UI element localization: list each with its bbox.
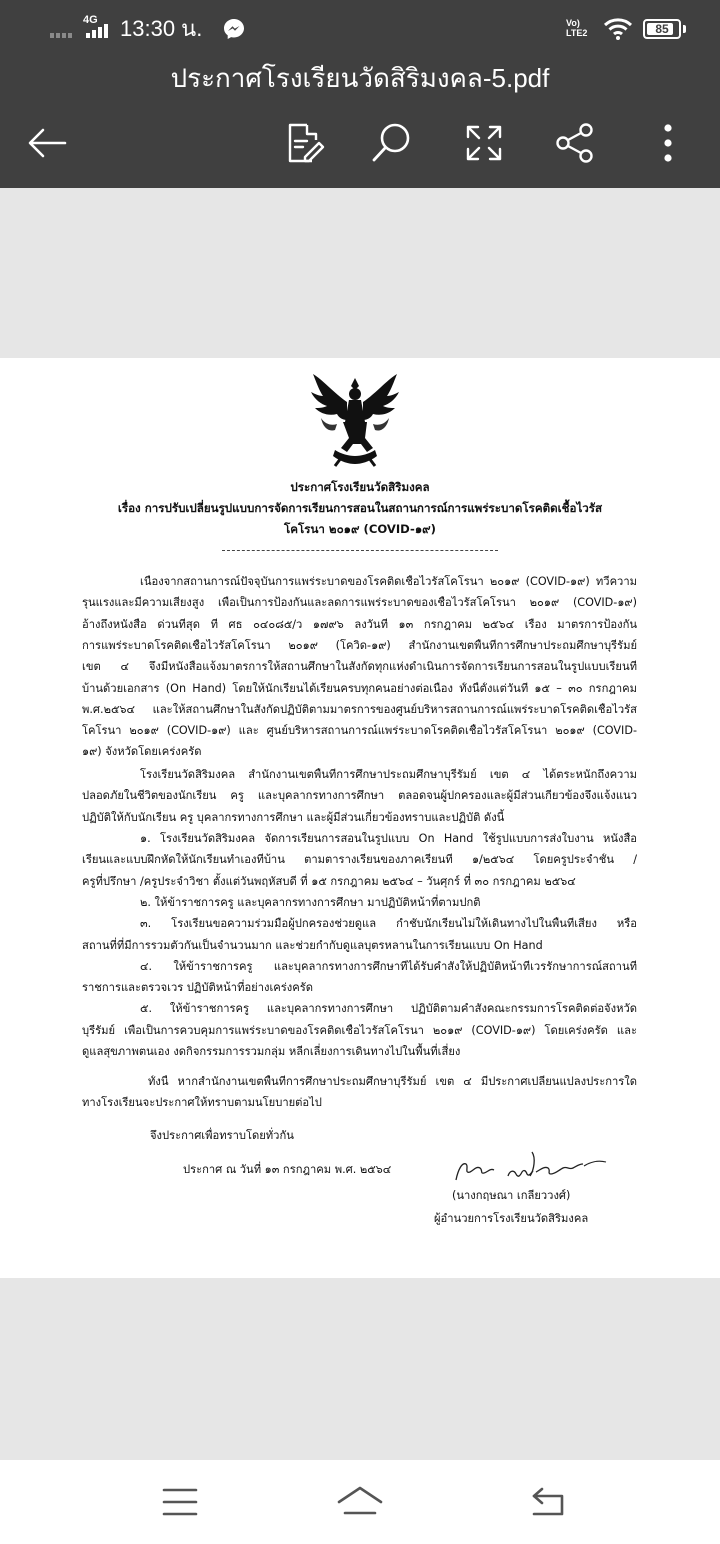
more-vert-icon [646,121,690,165]
announcement-subject: เรื่อง การปรับเปลี่ยนรูปแบบการจัดการเรียนการสอนในสถานการณ์การแพร่ระบาดโรคติดเชื้อไวรัส [117,501,603,515]
edit-document-button[interactable] [278,118,328,168]
volte-icon: Vo) LTE2 [566,18,588,38]
status-bar [0,0,720,58]
menu-icon [162,1487,198,1517]
back-arrow-icon [25,121,69,165]
paragraph-line: ปฏิบัติให้กับนักเรียน ครู บุคลากรทางการศึกษา และผู้มีส่วนเกี่ยวข้องทราบและปฏิบัติ ดังนี้ [82,810,505,824]
list-item-line: ๒. ให้ข้าราชการครู และบุคลากรทางการศึกษา มาปฏิบัติหน้าที่ตามปกติ [140,895,481,909]
system-back-button[interactable] [518,1482,578,1522]
list-item-line: ๕. ให้ข้าราชการครู และบุคลากรทางการศึกษา ปฏิบัติตามคำสั่งคณะกรรมการโรคติดต่อจังหวัด [140,1002,637,1016]
list-item-line: ๓. โรงเรียนขอความร่วมมือผู้ปกครองช่วยดูแล กำชับนักเรียนไม่ให้เดินทางไปในพื้นที่เสี่ยง หรือ [140,917,637,931]
battery-percent: 85 [655,22,669,36]
paragraph-line: ทางโรงเรียนจะประกาศให้ทราบตามนโยบายต่อไป [82,1096,322,1110]
paragraph-line: การแพร่ระบาดโรคติดเชื้อไวรัสโคโรนา ๒๐๑๙ (โควิด-๑๙) สำนักงานเขตพื้นที่การศึกษาประถมศึกษาบุรีรัมย์ [82,638,637,652]
paragraph-line: โรงเรียนวัดสิริมงคล สำนักงานเขตพื้นที่การศึกษาประถมศึกษาบุรีรัมย์ เขต ๔ ได้ตระหนักถึงความ [140,768,637,781]
list-item-line: ราชการและตรวจเวร ปฏิบัติหน้าที่อย่างเคร่งครัด [82,981,314,995]
back-icon [528,1485,568,1519]
home-button[interactable] [330,1482,390,1522]
signer-name: (นางกฤษณา เกลียววงศ์) [452,1189,571,1202]
list-item-line: ๑. โรงเรียนวัดสิริมงคล จัดการเรียนการสอนในรูปแบบ On Hand ใช้รูปแบบการส่งใบงาน หนังสือ [140,832,637,845]
list-item-line: สถานที่ที่มีการรวมตัวกันเป็นจำนวนมาก และช่วยกำกับดูแลบุตรหลานในการเรียนแบบ On Hand [82,938,543,952]
paragraph-line: ปลอดภัยในชีวิตของนักเรียน ครู และบุคลากรทางการศึกษา ตลอดจนผู้ปกครองและผู้มีส่วนเกี่ยวข้องจึงแจ้งแนว [82,789,637,803]
document-title: ประกาศโรงเรียนวัดสิริมงคล-5.pdf [170,63,550,93]
closing-line: จึงประกาศเพื่อทราบโดยทั่วกัน [150,1129,294,1142]
garuda-emblem [305,372,405,468]
network-type: 4G [83,14,98,26]
home-icon [335,1485,385,1519]
system-nav-bar [0,1460,720,1544]
list-item-line: ครูที่ปรึกษา /ครูประจำวิชา ตั้งแต่วันพฤหัสบดี ที่ ๑๕ กรกฎาคม ๒๕๖๔ – วันศุกร์ ที่ ๓๐ กรกฎาคม ๒๕๖๔ [82,874,576,888]
divider [222,550,498,551]
paragraph-line: พ.ศ.๒๕๖๔ และให้สถานศึกษาในสังกัดปฏิบัติตามมาตรการของศูนย์บริหารสถานการณ์แพร่ระบาดโรคติดเชื้อไวรัส [82,702,637,716]
paragraph-line: โคโรนา ๒๐๑๙ (COVID-๑๙) และ ศูนย์บริหารสถานการณ์แพร่ระบาดโรคติดเชื้อไวรัสโคโรนา ๒๐๑๙ (COVID- [82,724,637,738]
paragraph-line: เนื่องจากสถานการณ์ปัจจุบันการแพร่ระบาดของโรคติดเชื้อไวรัสโคโรนา ๒๐๑๙ (COVID-๑๙) ทวีความ [140,575,637,588]
paragraph-line: อ้างถึงหนังสือ ด่วนที่สุด ที่ ศธ ๐๔๐๘๕/ว ๑๗๙๖ ลงวันที่ ๑๓ กรกฎาคม ๒๕๖๔ เรื่อง มาตรการป้องกัน [82,617,637,631]
announcement-title: ประกาศโรงเรียนวัดสิริมงคล [290,480,430,494]
signature [452,1146,608,1184]
search-icon [369,121,413,165]
clock: 13:30 น. [120,16,203,41]
pdf-page [0,358,720,1278]
list-item-line: บุรีรัมย์ เพื่อเป็นการควบคุมการแพร่ระบาดของโรคติดเชื้อไวรัสโคโรนา ๒๐๑๙ (COVID-๑๙) โดยเคร่งครัด และ [82,1023,637,1037]
back-button[interactable] [22,118,72,168]
paragraph-line: เขต ๔ จึงมีหนังสือแจ้งมาตรการให้สถานศึกษาในสังกัดทุกแห่งดำเนินการจัดการเรียนการสอนในรูปแบบเรียนที่ [82,660,637,674]
fullscreen-icon [462,121,506,165]
wifi-icon [603,17,633,41]
fullscreen-button[interactable] [459,118,509,168]
paragraph-line: ๑๙) จังหวัดโดยเคร่งครัด [82,745,202,759]
search-button[interactable] [366,118,416,168]
share-button[interactable] [550,118,600,168]
announcement-date: ประกาศ ณ วันที่ ๑๓ กรกฎาคม พ.ศ. ๒๕๖๔ [183,1163,392,1176]
battery-nub [683,25,686,33]
share-icon [553,121,597,165]
announcement-subject-cont: โคโรนา ๒๐๑๙ (COVID-๑๙) [284,522,436,536]
messenger-icon [223,18,245,40]
list-item-line: เรียนและแบบฝึกหัดให้นักเรียนทำเองที่บ้าน ตามตารางเรียนของภาคเรียนที่ ๑/๒๕๖๔ โดยครูประจำชั้น / [82,853,637,867]
battery-icon [643,19,681,39]
more-options-button[interactable] [643,118,693,168]
paragraph-line: ทั้งนี้ หากสำนักงานเขตพื้นที่การศึกษาประถมศึกษาบุรีรัมย์ เขต ๔ มีประกาศเปลี่ยนแปลงประการใด [148,1075,637,1088]
paragraph-line: บ้านด้วยเอกสาร (On Hand) โดยให้นักเรียนได้เรียนครบทุกคนอย่างต่อเนื่อง ทั้งนี้ตั้งแต่วันที่ ๑๕ – ๓๐ กรกฎาคม [82,681,637,695]
list-item-line: ๔. ให้ข้าราชการครู และบุคลากรทางการศึกษาที่ได้รับคำสั่งให้ปฏิบัติหน้าที่เวรรักษาการณ์สถานที่ [140,959,637,973]
pdf-viewer[interactable] [0,188,720,1460]
edit-document-icon [281,121,325,165]
paragraph-line: รุนแรงและมีความเสี่ยงสูง เพื่อเป็นการป้องกันและลดการแพร่ระบาดของเชื้อไวรัสโคโรนา ๒๐๑๙ (COVID-๑๙) [82,596,637,610]
list-item-line: ดูแลสุขภาพตนเอง งดกิจกรรมการรวมกลุ่ม หลีกเลี่ยงการเดินทางไปในพื้นที่เสี่ยง [82,1045,461,1058]
recent-apps-button[interactable] [150,1482,210,1522]
signer-title: ผู้อำนวยการโรงเรียนวัดสิริมงคล [434,1212,589,1225]
app-toolbar [0,58,720,188]
